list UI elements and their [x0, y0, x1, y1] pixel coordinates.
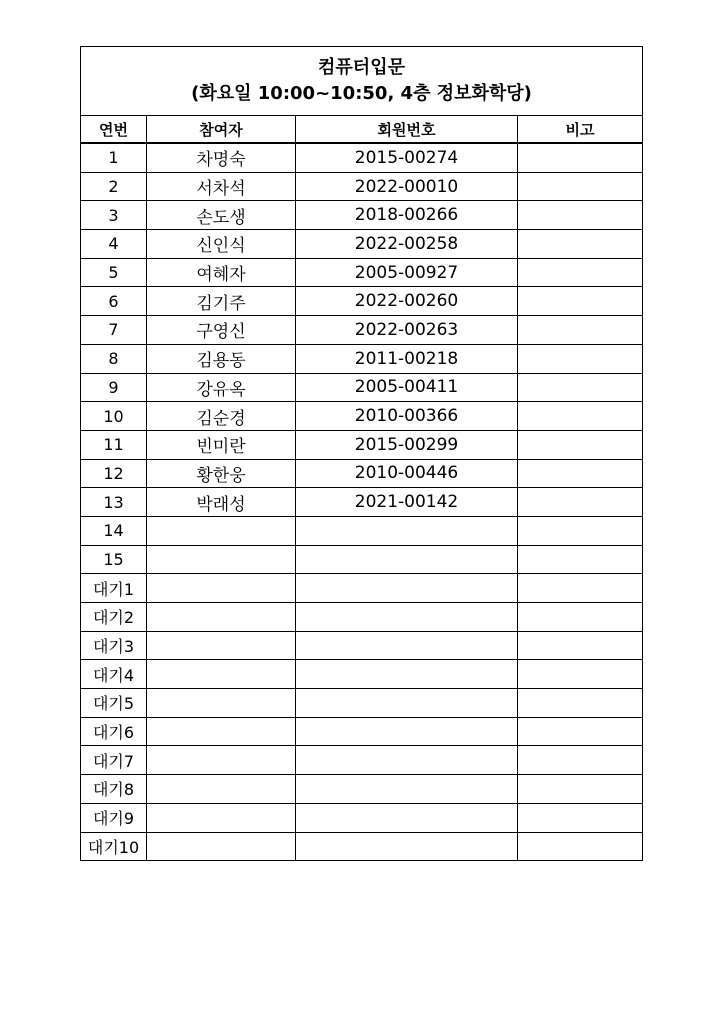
row-number-cell: 대기4 [81, 660, 147, 689]
member-id-cell [296, 717, 518, 746]
member-id-cell [296, 574, 518, 603]
row-number-cell: 3 [81, 201, 147, 230]
participant-name-cell: 차명숙 [147, 143, 296, 172]
table-row [81, 746, 643, 775]
member-id-cell [296, 832, 518, 861]
table-row [81, 516, 643, 545]
row-number-cell: 대기6 [81, 717, 147, 746]
row-number-cell: 대기1 [81, 574, 147, 603]
header-participant: 참여자 [147, 116, 296, 144]
note-cell [518, 516, 643, 545]
table-row [81, 660, 643, 689]
table-row [81, 631, 643, 660]
member-id-cell [296, 660, 518, 689]
participant-name-cell: 빈미란 [147, 430, 296, 459]
table-row [81, 230, 643, 259]
participant-name-cell [147, 689, 296, 718]
participant-name-cell [147, 717, 296, 746]
note-cell [518, 660, 643, 689]
title-cell [81, 47, 643, 116]
document-subtitle: (화요일 10:00~10:50, 4층 정보화학당) [191, 83, 532, 104]
member-id-cell [296, 631, 518, 660]
member-id-cell: 2011-00218 [296, 344, 518, 373]
note-cell [518, 689, 643, 718]
participant-name-cell [147, 545, 296, 574]
row-number-cell: 1 [81, 143, 147, 172]
note-cell [518, 201, 643, 230]
member-id-cell: 2005-00411 [296, 373, 518, 402]
participant-name-cell [147, 631, 296, 660]
participant-name-cell [147, 803, 296, 832]
participant-name-cell [147, 660, 296, 689]
row-number-cell: 10 [81, 402, 147, 431]
note-cell [518, 832, 643, 861]
row-number-cell: 14 [81, 516, 147, 545]
row-number-cell: 대기7 [81, 746, 147, 775]
document-title: 컴퓨터입문 [318, 57, 405, 78]
header-note: 비고 [518, 116, 643, 144]
note-cell [518, 230, 643, 259]
attendance-table [80, 46, 643, 861]
note-cell [518, 775, 643, 804]
participant-name-cell: 강유옥 [147, 373, 296, 402]
member-id-cell [296, 545, 518, 574]
participant-name-cell: 손도생 [147, 201, 296, 230]
participant-name-cell: 황한웅 [147, 459, 296, 488]
participant-name-cell [147, 603, 296, 632]
member-id-cell: 2022-00263 [296, 316, 518, 345]
participant-name-cell [147, 832, 296, 861]
participant-name-cell: 신인식 [147, 230, 296, 259]
row-number-cell: 4 [81, 230, 147, 259]
header-no: 연번 [81, 116, 147, 144]
note-cell [518, 717, 643, 746]
row-number-cell: 2 [81, 172, 147, 201]
table-row [81, 689, 643, 718]
note-cell [518, 803, 643, 832]
participant-name-cell: 김기주 [147, 287, 296, 316]
note-cell [518, 459, 643, 488]
member-id-cell: 2018-00266 [296, 201, 518, 230]
note-cell [518, 172, 643, 201]
table-row [81, 717, 643, 746]
table-row [81, 373, 643, 402]
note-cell [518, 545, 643, 574]
note-cell [518, 574, 643, 603]
table-row [81, 201, 643, 230]
row-number-cell: 11 [81, 430, 147, 459]
header-member-id: 회원번호 [296, 116, 518, 144]
row-number-cell: 대기5 [81, 689, 147, 718]
table-row [81, 803, 643, 832]
row-number-cell: 대기10 [81, 832, 147, 861]
member-id-cell: 2015-00299 [296, 430, 518, 459]
note-cell [518, 746, 643, 775]
row-number-cell: 9 [81, 373, 147, 402]
member-id-cell: 2010-00446 [296, 459, 518, 488]
member-id-cell: 2010-00366 [296, 402, 518, 431]
row-number-cell: 12 [81, 459, 147, 488]
participant-name-cell [147, 516, 296, 545]
table-row [81, 143, 643, 172]
row-number-cell: 대기9 [81, 803, 147, 832]
row-number-cell: 7 [81, 316, 147, 345]
row-number-cell: 8 [81, 344, 147, 373]
member-id-cell: 2022-00010 [296, 172, 518, 201]
note-cell [518, 344, 643, 373]
participant-name-cell: 김용동 [147, 344, 296, 373]
note-cell [518, 143, 643, 172]
member-id-cell: 2022-00260 [296, 287, 518, 316]
table-row [81, 775, 643, 804]
table-row [81, 603, 643, 632]
row-number-cell: 15 [81, 545, 147, 574]
participant-name-cell [147, 574, 296, 603]
member-id-cell [296, 516, 518, 545]
table-row [81, 344, 643, 373]
note-cell [518, 373, 643, 402]
member-id-cell [296, 775, 518, 804]
row-number-cell: 대기3 [81, 631, 147, 660]
table-row [81, 258, 643, 287]
table-row [81, 316, 643, 345]
participant-name-cell: 여혜자 [147, 258, 296, 287]
note-cell [518, 488, 643, 517]
participant-name-cell [147, 746, 296, 775]
row-number-cell: 5 [81, 258, 147, 287]
table-row [81, 402, 643, 431]
member-id-cell [296, 603, 518, 632]
table-row [81, 832, 643, 861]
table-row [81, 287, 643, 316]
note-cell [518, 603, 643, 632]
table-row [81, 545, 643, 574]
table-row [81, 574, 643, 603]
participant-name-cell: 구영신 [147, 316, 296, 345]
member-id-cell: 2015-00274 [296, 143, 518, 172]
table-row [81, 430, 643, 459]
row-number-cell: 6 [81, 287, 147, 316]
member-id-cell [296, 803, 518, 832]
note-cell [518, 287, 643, 316]
member-id-cell [296, 689, 518, 718]
participant-name-cell [147, 775, 296, 804]
note-cell [518, 316, 643, 345]
participant-name-cell: 서차석 [147, 172, 296, 201]
table-body [81, 143, 643, 861]
member-id-cell [296, 746, 518, 775]
member-id-cell: 2021-00142 [296, 488, 518, 517]
member-id-cell: 2022-00258 [296, 230, 518, 259]
row-number-cell: 13 [81, 488, 147, 517]
note-cell [518, 430, 643, 459]
table-row [81, 488, 643, 517]
note-cell [518, 258, 643, 287]
table-row [81, 459, 643, 488]
participant-name-cell: 박래성 [147, 488, 296, 517]
table-row [81, 172, 643, 201]
row-number-cell: 대기2 [81, 603, 147, 632]
header-row [81, 116, 643, 144]
member-id-cell: 2005-00927 [296, 258, 518, 287]
row-number-cell: 대기8 [81, 775, 147, 804]
participant-name-cell: 김순경 [147, 402, 296, 431]
note-cell [518, 631, 643, 660]
note-cell [518, 402, 643, 431]
